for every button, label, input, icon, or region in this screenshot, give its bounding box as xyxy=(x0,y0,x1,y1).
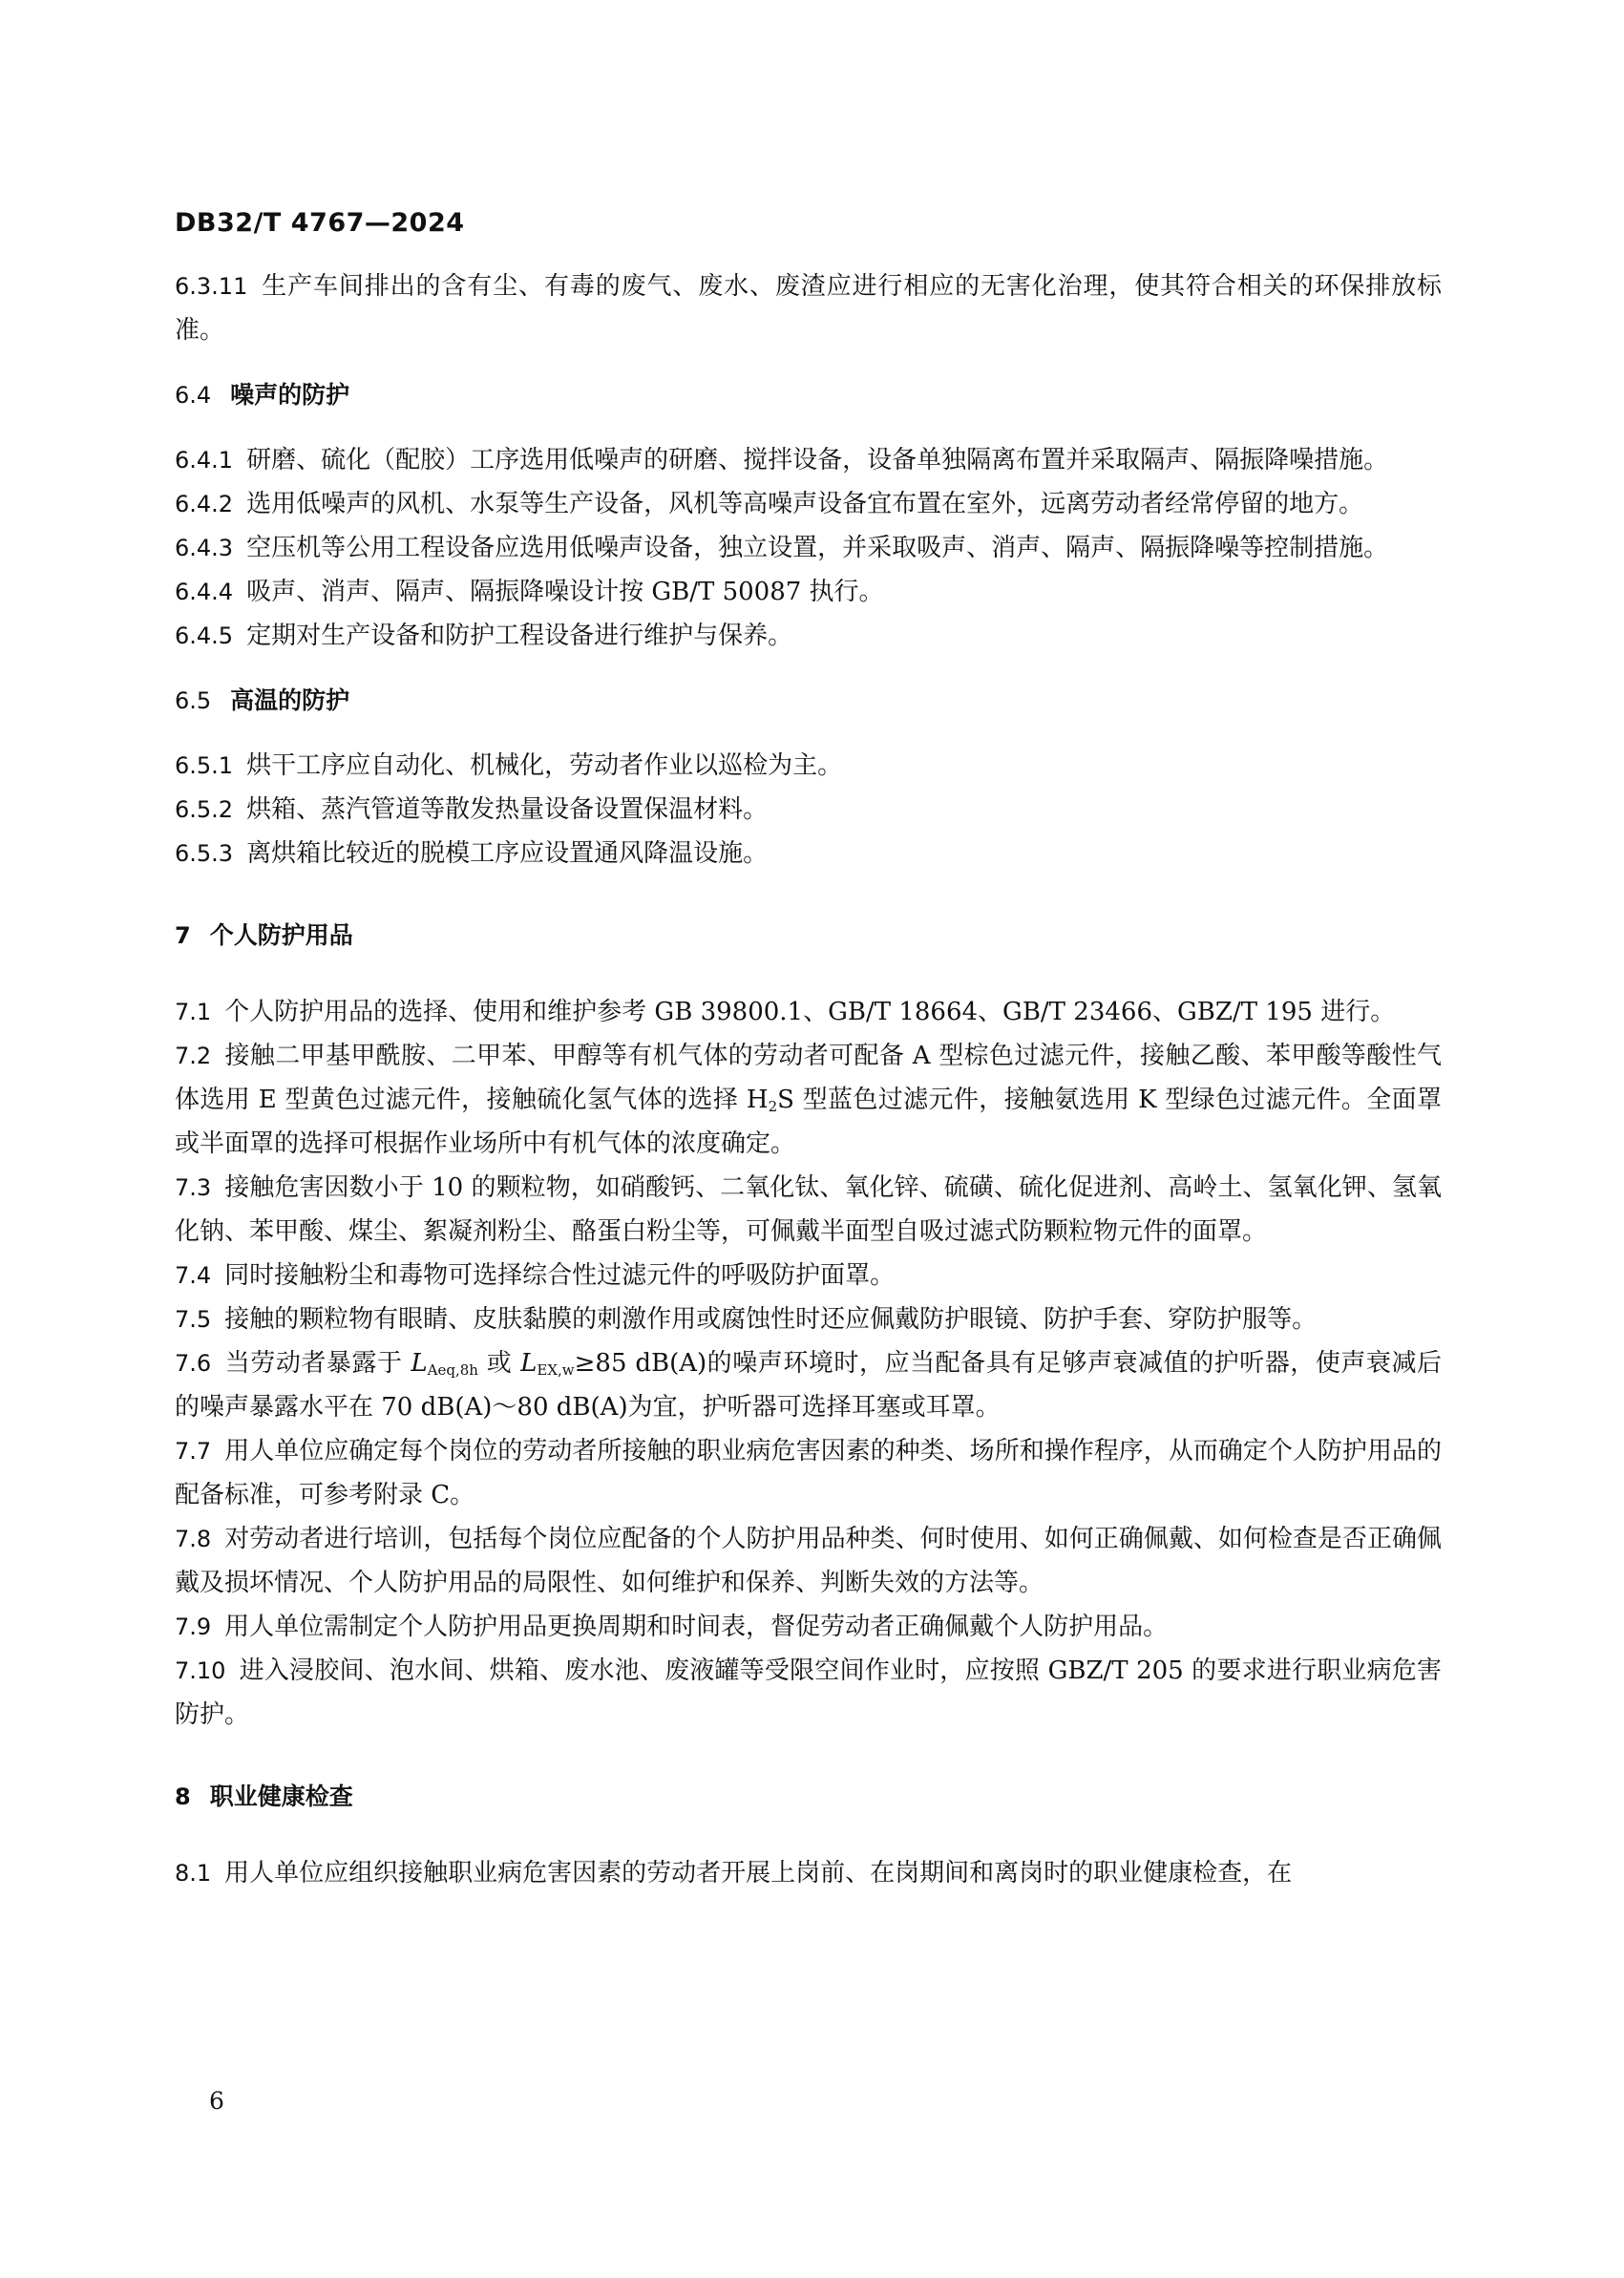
clause-8-1: 8.1 用人单位应组织接触职业病危害因素的劳动者开展上岗前、在岗期间和离岗时的职业健康检查，在 xyxy=(175,1859,1293,1888)
clause-7-2: 7.2 接触二甲基甲酰胺、二甲苯、甲醇等有机气体的劳动者可配备 A 型棕色过滤元件，接触乙酸、苯甲酸等酸性气体选用 E 型黄色过滤元件，接触硫化氢气体的选择 $H_2S$ 型蓝色过滤元件，接触氨选用 K 型绿色过滤元件。全面罩或半面罩的选择可根据作业场所中有机气体的浓度确定。 xyxy=(175,1042,1443,1158)
clause-6-4-1: 6.4.1 研磨、硫化（配胶）工序选用低噪声的研磨、搅拌设备，设备单独隔离布置并采取隔声、隔振降噪措施。 xyxy=(175,446,1389,475)
clause-6-4-5: 6.4.5 定期对生产设备和防护工程设备进行维护与保养。 xyxy=(175,622,793,650)
chapter-heading-8: 8 职业健康检查 xyxy=(175,1782,353,1810)
clause-6-5-1: 6.5.1 烘干工序应自动化、机械化，劳动者作业以巡检为主。 xyxy=(175,751,843,780)
standard-code-header: DB32/T 4767—2024 xyxy=(175,208,465,238)
section-heading-6-5: 6.5 高温的防护 xyxy=(175,686,350,714)
clause-7-3: 7.3 接触危害因数小于 10 的颗粒物，如硝酸钙、二氧化钛、氧化锌、硫磺、硫化促进剂、高岭土、氢氧化钾、氢氧化钠、苯甲酸、煤尘、絮凝剂粉尘、酪蛋白粉尘等，可佩戴半面型自吸过滤式防颗粒物元件的面罩。 xyxy=(175,1173,1442,1246)
clause-7-9: 7.9 用人单位需制定个人防护用品更换周期和时间表，督促劳动者正确佩戴个人防护用品。 xyxy=(175,1613,1169,1641)
clause-7-8: 7.8 对劳动者进行培训，包括每个岗位应配备的个人防护用品种类、何时使用、如何正确佩戴、如何检查是否正确佩戴及损坏情况、个人防护用品的局限性、如何维护和保养、判断失效的方法等。 xyxy=(175,1525,1442,1597)
clause-7-7: 7.7 用人单位应确定每个岗位的劳动者所接触的职业病危害因素的种类、场所和操作程序，从而确定个人防护用品的配备标准，可参考附录 C。 xyxy=(175,1437,1442,1509)
page-number: 6 xyxy=(209,2087,224,2115)
clause-7-10: 7.10 进入浸胶间、泡水间、烘箱、废水池、废液罐等受限空间作业时，应按照 GBZ/T 205 的要求进行职业病危害防护。 xyxy=(175,1656,1442,1729)
clause-6-5-2: 6.5.2 烘箱、蒸汽管道等散发热量设备设置保温材料。 xyxy=(175,795,769,824)
clause-7-6: 7.6 当劳动者暴露于 $L_{Aeq,8h}$ 或 $L_{EX,w}\ge 85$ dB(A)的噪声环境时，应当配备具有足够声衰减值的护听器，使声衰减后的噪声暴露水平在 70 dB(A)～80 dB(A)为宜，护听器可选择耳塞或耳罩。 xyxy=(175,1349,1443,1422)
clause-6-4-2: 6.4.2 选用低噪声的风机、水泵等生产设备，风机等高噪声设备宜布置在室外，远离劳动者经常停留的地方。 xyxy=(175,490,1364,518)
clause-6-3-11: 6.3.11 生产车间排出的含有尘、有毒的废气、废水、废渣应进行相应的无害化治理，使其符合相关的环保排放标准。 xyxy=(175,272,1442,345)
clause-6-4-3: 6.4.3 空压机等公用工程设备应选用低噪声设备，独立设置，并采取吸声、消声、隔声、隔振降噪等控制措施。 xyxy=(175,534,1389,562)
clause-6-4-4: 6.4.4 吸声、消声、隔声、隔振降噪设计按 GB/T 50087 执行。 xyxy=(175,578,884,606)
section-heading-6-4: 6.4 噪声的防护 xyxy=(175,381,350,409)
clause-7-1: 7.1 个人防护用品的选择、使用和维护参考 GB 39800.1、GB/T 18664、GB/T 23466、GBZ/T 195 进行。 xyxy=(175,998,1396,1026)
clause-7-5: 7.5 接触的颗粒物有眼睛、皮肤黏膜的刺激作用或腐蚀性时还应佩戴防护眼镜、防护手套、穿防护服等。 xyxy=(175,1305,1318,1334)
document-body xyxy=(175,264,1442,1895)
clause-6-5-3: 6.5.3 离烘箱比较近的脱模工序应设置通风降温设施。 xyxy=(175,839,769,868)
clause-7-4: 7.4 同时接触粉尘和毒物可选择综合性过滤元件的呼吸防护面罩。 xyxy=(175,1261,896,1290)
chapter-heading-7: 7 个人防护用品 xyxy=(175,921,353,949)
